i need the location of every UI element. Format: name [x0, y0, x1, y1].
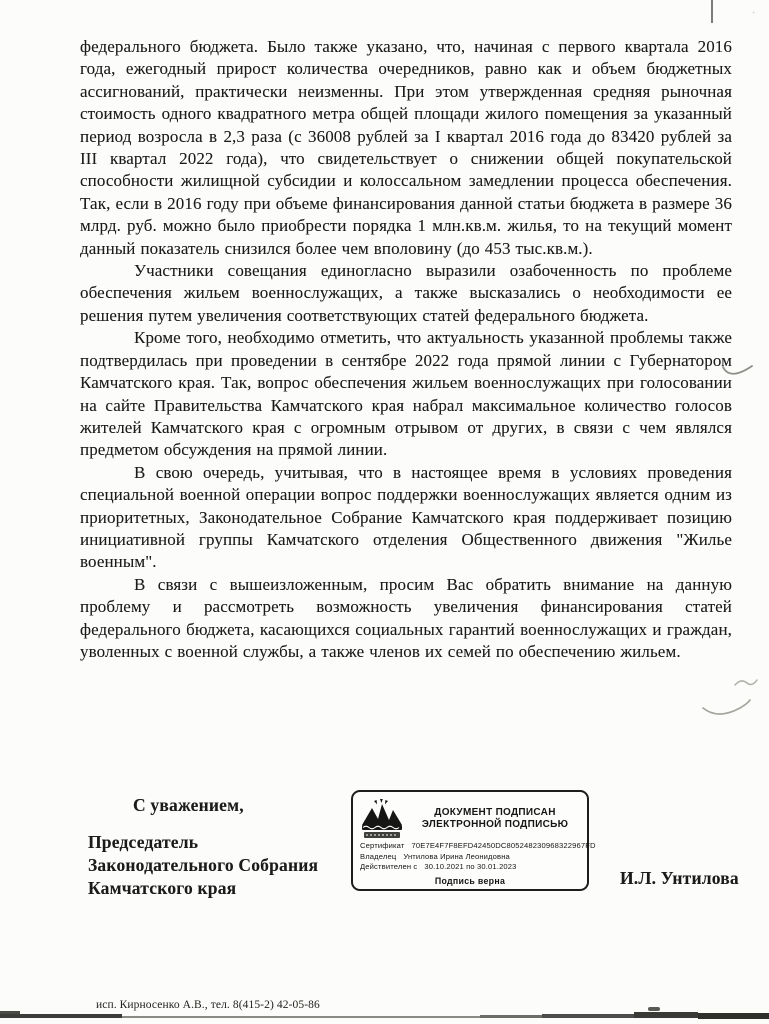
scan-artifact-bottom-edge	[634, 1012, 698, 1018]
executor-note: исп. Кирносенко А.В., тел. 8(415-2) 42-05-86	[96, 999, 320, 1011]
signer-title	[88, 831, 318, 900]
stamp-title-line1: ДОКУМЕНТ ПОДПИСАН	[434, 806, 556, 818]
body-paragraph: В связи с вышеизложенным, просим Вас обратить внимание на данную проблему и рассмотреть возможность увеличения финансирования статей федерального бюджета, касающихся социальных гарантий военнослужащих и граждан, уволенных с военной службы, а также членов их семей по обеспечению жильем.	[80, 574, 732, 661]
body-paragraph: В свою очередь, учитывая, что в настоящее время в условиях проведения специальной военной операции вопрос поддержки военнослужащих является одним из приоритетных, Законодательное Собрание Камчатского края поддерживает позицию инициативной группы Камчатского отделения Общественного движения "Жилье военным".	[80, 462, 732, 572]
owner-label: Владелец	[360, 851, 397, 861]
signer-title-line: Камчатского края	[88, 878, 237, 898]
stamp-verdict: Подпись верна	[434, 876, 506, 886]
stamp-owner-line	[360, 852, 580, 863]
stamp-certificate-line	[360, 841, 596, 852]
scan-artifact-bottom-edge	[542, 1014, 634, 1018]
body-paragraph: федерального бюджета. Было также указано, что, начиная с первого квартала 2016 года, ежегодный прирост количества очередников, равно как и объем бюджетных ассигнований, практически неизменны. При этом утвержденная средняя рыночная стоимость одного квадратного метра общей площади жилого помещения за указанный период возросла в 2,3 раза (с 36008 рублей за I квартал 2016 года до 83420 рублей за III квартал 2022 года), что свидетельствует о снижении общей покупательской способности жилищной субсидии и колоссальном замедлении процесса обеспечения. Так, если в 2016 году при объеме финансирования данной статьи бюджета в размере 36 млрд. руб. можно было приобрести порядка 1 млн.кв.м. жилья, то на текущий момент данный показатель снизился более чем вполовину (до 453 тыс.кв.м.).	[80, 37, 732, 258]
scan-artifact-bottom-edge	[698, 1013, 769, 1019]
signer-title-line: Законодательного Собрания	[88, 855, 319, 875]
letter-body	[80, 36, 732, 663]
scan-artifact-bottom-edge	[648, 1007, 660, 1011]
scan-artifact-bottom-edge	[122, 1016, 480, 1018]
scan-artifact-top-line	[711, 0, 713, 23]
kamchatka-coat-of-arms-icon	[360, 798, 404, 840]
signer-name: И.Л. Унтилова	[620, 868, 739, 888]
validity-label: Действителен с	[360, 862, 418, 871]
stamp-validity-line	[360, 862, 580, 873]
body-paragraph: Участники совещания единогласно выразили озабоченность по проблеме обеспечения жильем военнослужащих, а также высказались о необходимости ее решения путем увеличения соответствующих статей федерального бюджета.	[80, 261, 732, 325]
owner-value: Унтилова Ирина Леонидовна	[403, 851, 510, 861]
scan-artifact-speck: +	[752, 11, 756, 17]
signer-title-line: Председатель	[88, 832, 199, 852]
salutation: С уважением,	[133, 795, 244, 815]
stamp-title	[410, 807, 580, 832]
body-paragraph: Кроме того, необходимо отметить, что актуальность указанной проблемы также подтвердилась при проведении в сентябре 2022 года прямой линии с Губернатором Камчатского края. Так, вопрос обеспечения жильем военнослужащих при голосовании на сайте Правительства Камчатского края набрал максимальное количество голосов жителей Камчатского края с огромным отрывом от других, в связи с чем являлся предметом обсуждения на прямой линии.	[80, 328, 732, 460]
certificate-label: Сертификат	[360, 841, 405, 850]
certificate-value: 70E7E4F7F8EFD42450DC805248230968322967FD	[411, 841, 596, 850]
stamp-title-line2: ЭЛЕКТРОННОЙ ПОДПИСЬЮ	[421, 819, 569, 830]
pen-mark	[733, 676, 759, 690]
pen-mark	[700, 698, 752, 720]
validity-value: 30.10.2021 по 30.01.2023	[424, 862, 517, 871]
scan-artifact-bottom-edge	[480, 1015, 542, 1018]
stamp-header	[360, 797, 580, 841]
pen-mark	[720, 362, 756, 382]
digital-signature-stamp	[351, 790, 596, 891]
scan-artifact-bottom-edge	[0, 1014, 122, 1018]
